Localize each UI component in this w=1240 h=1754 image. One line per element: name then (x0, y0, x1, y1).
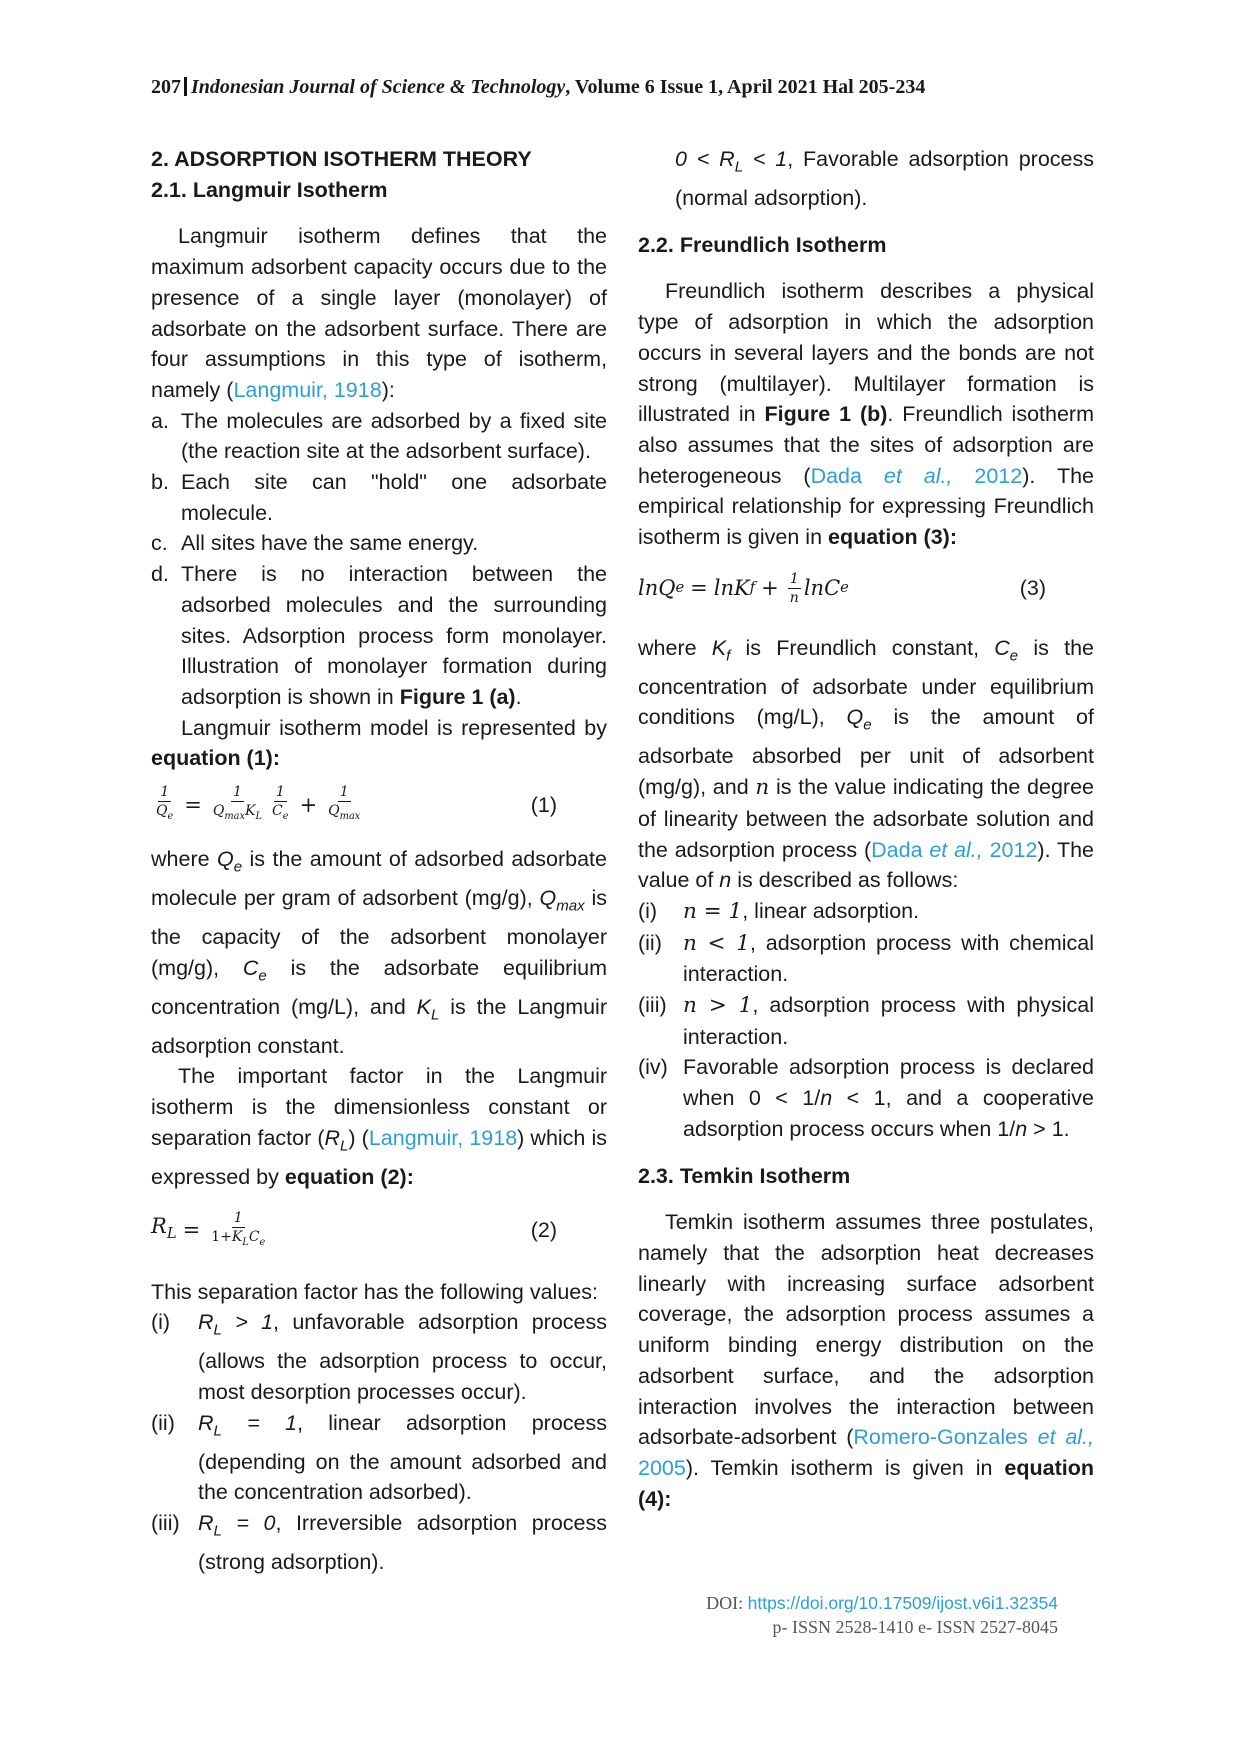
list-item: (iii) n > 1, adsorption process with physical interaction. (638, 993, 1094, 1049)
rl-values-list (151, 1307, 607, 1578)
citation-link[interactable]: Romero-Gonzales et al., 2005 (638, 1425, 1095, 1480)
list-item: d. There is no interaction between the adsorbed molecules and the surrounding sites. Adsorption process form monolayer. Illustration of monolayer formation during adsorption is shown in Figure 1 (a). (151, 562, 607, 709)
equation-number: (1) (530, 792, 557, 817)
list-item: c. All sites have the same energy. (151, 531, 479, 556)
citation-link[interactable]: Langmuir, 1918 (233, 377, 382, 402)
paragraph: The important factor in the Langmuir isotherm is the dimensionless constant or separation factor $(R_L)$ (Langmuir, 1918) which is expressed by equation (2): (151, 1064, 607, 1189)
list-item: (ii) $R_L = 1$, linear adsorption process (depending on the amount adsorbed and the concentration adsorbed). (151, 1410, 607, 1505)
separation-factor-equation: $R_L$ = $\frac{1}{1+K_LC_e}$ (151, 1209, 266, 1248)
subsection-heading-langmuir: 2.1. Langmuir Isotherm (151, 177, 388, 202)
paragraph: This separation factor has the following values: (151, 1279, 598, 1304)
list-item: b. Each site can "hold" one adsorbate molecule. (151, 470, 607, 525)
list-item: (iii) $R_L = 0$, Irreversible adsorption process (strong adsorption). (151, 1511, 607, 1575)
header-separator (184, 77, 187, 96)
paragraph: Freundlich isotherm describes a physical type of adsorption in which the adsorption occurs in several layers and the bonds are not strong (multilayer). Multilayer formation is illustrated in Figure 1 (b). Freundlich isotherm also assumes that the sites of adsorption are heterogeneous (Dada et al., 2012). The empirical relationship for expressing Freundlich isotherm is given in equation (3): (638, 279, 1094, 550)
n-values-list (638, 896, 1094, 1145)
freundlich-equation: ln Q e = ln K f + $\frac{1}{n}$ ln C e (638, 570, 849, 606)
equation-reference: equation (1): (151, 746, 280, 771)
citation-link[interactable]: Dada et al., 2012 (871, 837, 1038, 862)
subsection-heading-temkin: 2.3. Temkin Isotherm (638, 1163, 851, 1188)
section-heading: 2. ADSORPTION ISOTHERM THEORY (151, 147, 532, 171)
equation-1 (151, 774, 607, 836)
running-header (151, 76, 1101, 99)
list-item: (ii) n < 1, adsorption process with chemical interaction. (638, 930, 1094, 987)
equation-reference: equation (4): (638, 1455, 1094, 1511)
right-column (638, 144, 1094, 1514)
page-footer (654, 1591, 1058, 1639)
langmuir-equation: $\frac{1}{Q_e}$ = $\frac{1}{Q_{max}K_L}$ $\frac{1}{C_e}$ + $\frac{1}{Q_{max}}$ (156, 784, 361, 822)
equation-number: (2) (530, 1218, 557, 1243)
list-item: (i) n = 1, linear adsorption. (638, 898, 920, 924)
subsection-heading-freundlich: 2.2. Freundlich Isotherm (638, 232, 887, 257)
issn-line: p- ISSN 2528-1410 e- ISSN 2527-8045 (772, 1617, 1058, 1637)
list-item: a. The molecules are adsorbed by a fixed site (the reaction site at the adsorbent surface). (151, 408, 607, 464)
citation-link[interactable]: Langmuir, 1918 (368, 1125, 518, 1150)
left-column (151, 144, 607, 1578)
list-item: $0 < R_L < 1$, Favorable adsorption process (normal adsorption). (675, 147, 1094, 210)
paragraph: Temkin isotherm assumes three postulates, namely that the adsorption heat decreases linearly with increasing surface adsorbent coverage, the adsorption process assumes a uniform binding energy distribution on the adsorbent surface, and the adsorption interaction involves the interaction between adsorbate-adsorbent (Romero-Gonzales et al., 2005). Temkin isotherm is given in equation (4): (638, 1210, 1095, 1511)
equation-reference: equation (3): (828, 525, 957, 550)
equation-2 (151, 1193, 607, 1269)
paragraph: Langmuir isotherm model is represented by equation (1): (151, 715, 607, 771)
doi-link[interactable]: https://doi.org/10.17509/ijost.v6i1.32354 (747, 1593, 1058, 1613)
assumption-list (151, 406, 607, 713)
issue-info: , Volume 6 Issue 1, April 2021 Hal 205-234 (565, 76, 926, 98)
doi-line: DOI: https://doi.org/10.17509/ijost.v6i1.32354 (706, 1593, 1058, 1613)
citation-link[interactable]: Dada et al., 2012 (810, 463, 1023, 488)
list-item: (iv) Favorable adsorption process is declared when 0 < 1/n < 1, and a cooperative adsorption process occurs when 1/n > 1. (638, 1055, 1094, 1141)
equation-reference: equation (2): (284, 1164, 414, 1189)
paragraph: Langmuir isotherm defines that the maximum adsorbent capacity occurs due to the presence of a single layer (monolayer) of adsorbate on the adsorbent surface. There are four assumptions in this type of isotherm, namely (Langmuir, 1918): (151, 224, 607, 402)
figure-reference[interactable]: Figure 1 (a) (399, 684, 516, 709)
paragraph: where $Q_e$ is the amount of adsorbed adsorbate molecule per gram of adsorbent (mg/g), $Q_{max}$ is the capacity of the adsorbent monolayer (mg/g), $C_e$ is the adsorbate equilibrium concentration (mg/L), and $K_L$ is the Langmuir adsorption constant. (151, 847, 608, 1058)
equation-3 (638, 553, 1094, 625)
paragraph: where $K_f$ is Freundlich constant, $C_e$ is the concentration of adsorbate under equilibrium conditions (mg/L), $Q_e$ is the amount of adsorbate absorbed per unit of adsorbent (mg/g), and n is the value indicating the degree of linearity between the adsorbate solution and the adsorption process (Dada et al., 2012). The value of n is described as follows: (638, 635, 1094, 893)
figure-reference[interactable]: Figure 1 (b) (764, 402, 888, 427)
list-item: (i) $R_L > 1$, unfavorable adsorption process (allows the adsorption process to occur, most desorption processes occur). (151, 1310, 607, 1404)
journal-name: Indonesian Journal of Science & Technology (191, 76, 566, 98)
equation-number: (3) (1019, 576, 1046, 601)
page-number: 207 (151, 76, 181, 98)
